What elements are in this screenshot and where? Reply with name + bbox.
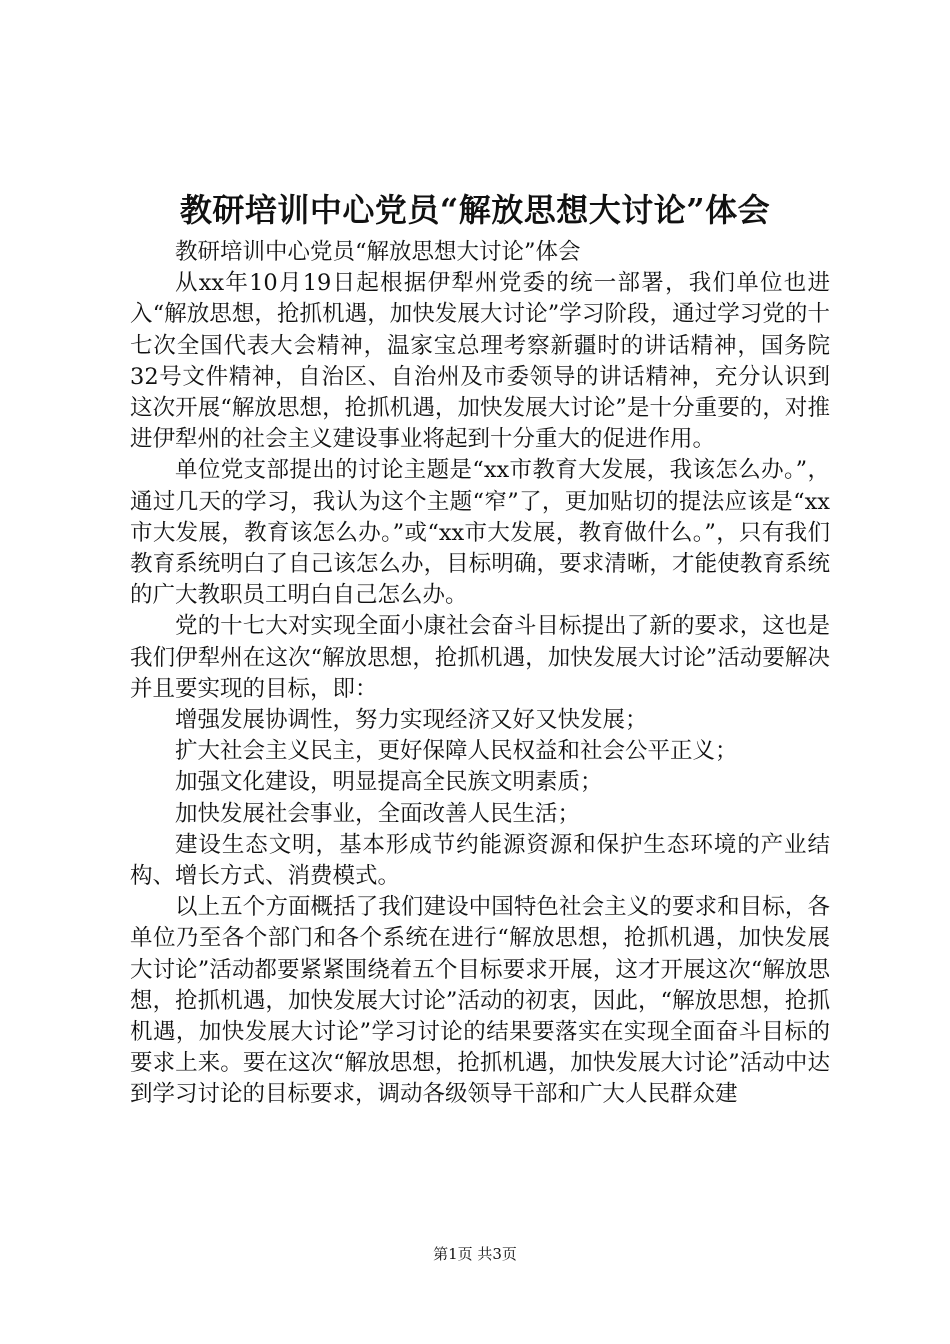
paragraph: 从xx年10月19日起根据伊犁州党委的统一部署，我们单位也进入“解放思想，抢抓机遇，加快发展大讨论”学习阶段，通过学习党的十七次全国代表大会精神，温家宝总理考察新疆时的讲话精神，国务院32号文件精神，自治区、自治州及市委领导的讲话精神，充分认识到这次开展“解放思想，抢抓机遇，加快发展大讨论”是十分重要的，对推进伊犁州的社会主义建设事业将起到十分重大的促进作用。 (130, 270, 830, 453)
document-title: 教研培训中心党员“解放思想大讨论”体会 (179, 191, 771, 229)
paragraph: 单位党支部提出的讨论主题是“xx市教育大发展，我该怎么办。”，通过几天的学习，我认为这个主题“窄”了，更加贴切的提法应该是“xx市大发展，教育该怎么办。”或“xx市大发展，教育做什么。”，只有我们教育系统明白了自己该怎么办，目标明确，要求清晰，才能使教育系统的广大教职员工明白自己怎么办。 (130, 457, 830, 609)
paragraph: 加快发展社会事业，全面改善人民生活； (175, 800, 581, 827)
paragraph: 加强文化建设，明显提高全民族文明素质； (175, 769, 603, 796)
paragraph: 建设生态文明，基本形成节约能源资源和保护生态环境的产业结构、增长方式、消费模式。 (130, 831, 830, 890)
paragraph: 党的十七大对实现全面小康社会奋斗目标提出了新的要求，这也是我们伊犁州在这次“解放思想，抢抓机遇，加快发展大讨论”活动要解决并且要实现的目标，即： (130, 613, 830, 702)
paragraph: 教研培训中心党员“解放思想大讨论”体会 (175, 239, 581, 265)
paragraph: 以上五个方面概括了我们建设中国特色社会主义的要求和目标，各单位乃至各个部门和各个系统在进行“解放思想，抢抓机遇，加快发展大讨论”活动都要紧紧围绕着五个目标要求开展，这才开展这次“解放思想，抢抓机遇，加快发展大讨论”活动的初衷，因此，“解放思想，抢抓机遇，加快发展大讨论”学习讨论的结果要落实在实现全面奋斗目标的要求上来。要在这次“解放思想，抢抓机遇，加快发展大讨论”活动中达到学习讨论的目标要求，调动各级领导干部和广大人民群众建 (130, 894, 830, 1108)
paragraph: 扩大社会主义民主，更好保障人民权益和社会公平正义； (175, 738, 738, 765)
page-number-footer: 第1页 共3页 (433, 1245, 517, 1263)
document-body (130, 237, 830, 1111)
paragraph: 增强发展协调性，努力实现经济又好又快发展； (175, 707, 648, 734)
